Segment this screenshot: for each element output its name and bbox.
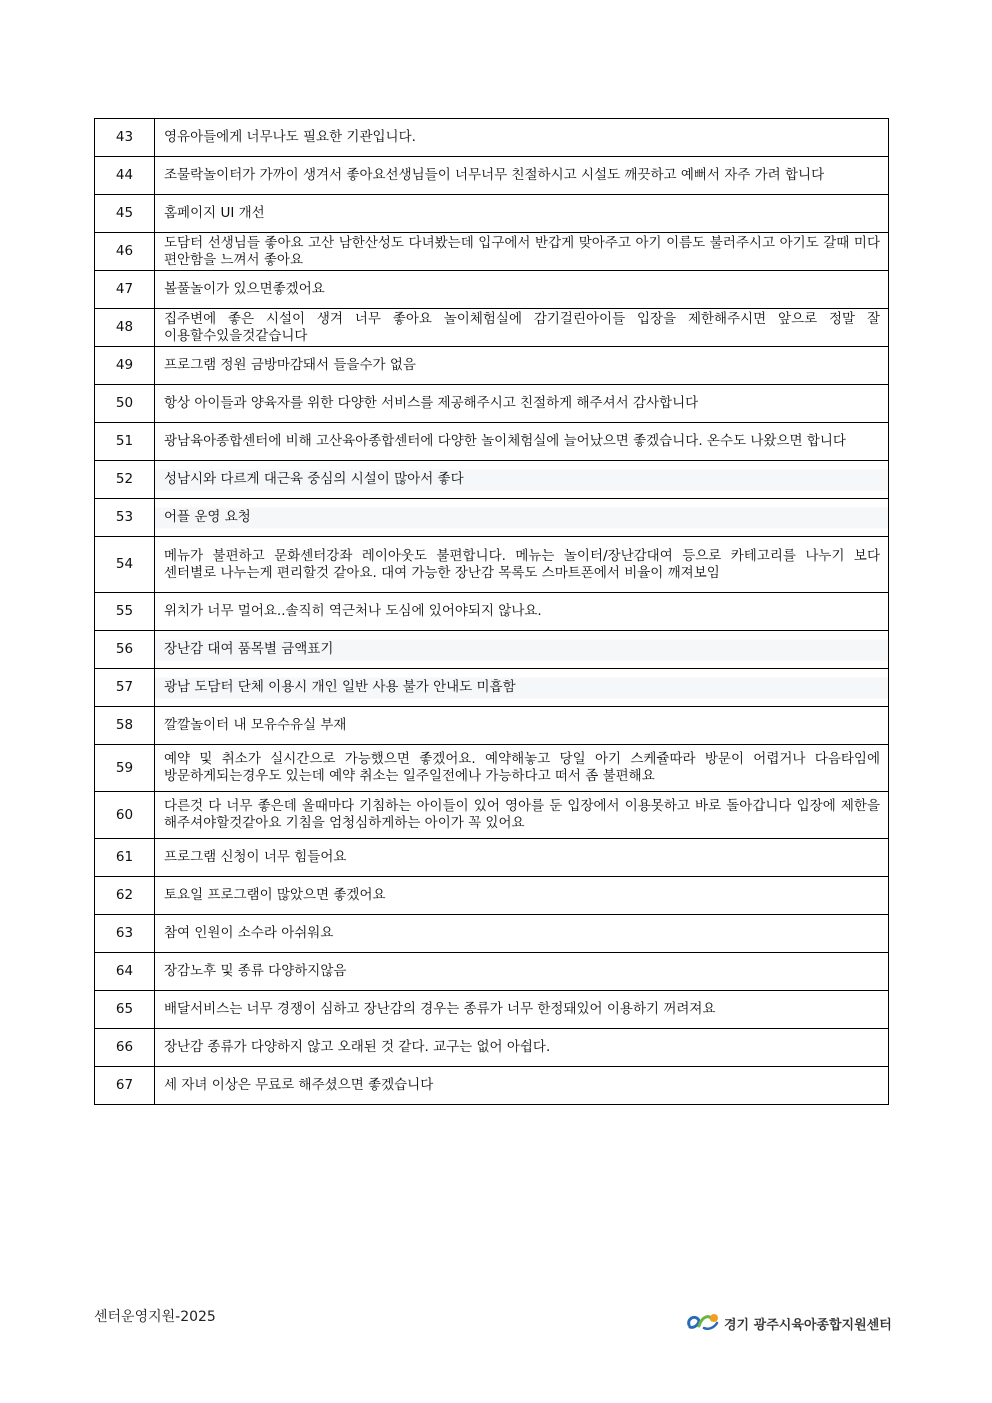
- row-number: 59: [95, 745, 155, 792]
- table-row: [95, 537, 889, 593]
- table-row: [95, 195, 889, 233]
- row-comment: 도담터 선생님들 좋아요 고산 남한산성도 다녀봤는데 입구에서 반갑게 맞아주고 아기 이름도 불러주시고 아기도 갈때 미다 편안함을 느껴서 좋아요: [155, 233, 889, 271]
- table-row: [95, 669, 889, 707]
- table-row: [95, 1067, 889, 1105]
- row-number: 63: [95, 915, 155, 953]
- table-row: [95, 915, 889, 953]
- row-number: 47: [95, 271, 155, 309]
- row-comment: 장감노후 및 종류 다양하지않음: [155, 953, 889, 991]
- row-number: 55: [95, 593, 155, 631]
- table-row: [95, 839, 889, 877]
- row-comment: 광남 도담터 단체 이용시 개인 일반 사용 불가 안내도 미흡함: [155, 669, 889, 707]
- row-comment: 깔깔놀이터 내 모유수유실 부재: [155, 707, 889, 745]
- row-comment: 다른것 다 너무 좋은데 올때마다 기침하는 아이들이 있어 영아를 둔 입장에서 이용못하고 바로 돌아갑니다 입장에 제한을 해주셔야할것같아요 기침을 엄청심하게하는 아이가 꼭 있어요: [155, 792, 889, 839]
- table-row: [95, 1029, 889, 1067]
- row-number: 62: [95, 877, 155, 915]
- center-logo-icon: [686, 1310, 724, 1336]
- table-row: [95, 119, 889, 157]
- row-number: 48: [95, 309, 155, 347]
- table-row: [95, 499, 889, 537]
- row-number: 54: [95, 537, 155, 593]
- row-comment: 참여 인원이 소수라 아쉬워요: [155, 915, 889, 953]
- row-comment: 토요일 프로그램이 많았으면 좋겠어요: [155, 877, 889, 915]
- row-comment: 홈페이지 UI 개선: [155, 195, 889, 233]
- feedback-table: [94, 118, 889, 1105]
- table-row: [95, 631, 889, 669]
- table-row: [95, 385, 889, 423]
- row-comment: 영유아들에게 너무나도 필요한 기관입니다.: [155, 119, 889, 157]
- row-comment: 볼풀놀이가 있으면좋겠어요: [155, 271, 889, 309]
- row-number: 65: [95, 991, 155, 1029]
- row-number: 66: [95, 1029, 155, 1067]
- row-comment: 조물락놀이터가 가까이 생겨서 좋아요선생님들이 너무너무 친절하시고 시설도 깨끗하고 예뻐서 자주 가려 합니다: [155, 157, 889, 195]
- row-number: 58: [95, 707, 155, 745]
- table-row: [95, 233, 889, 271]
- row-number: 60: [95, 792, 155, 839]
- footer-org-name: 경기 광주시육아종합지원센터: [724, 1317, 892, 1333]
- row-comment: 메뉴가 불편하고 문화센터강좌 레이아웃도 불편합니다. 메뉴는 놀이터/장난감대여 등으로 카테고리를 나누기 보다 센터별로 나누는게 편리할것 같아요. 대여 가능한 장난감 목록도 스마트폰에서 비율이 깨져보임: [155, 537, 889, 593]
- row-number: 61: [95, 839, 155, 877]
- row-comment: 광남육아종합센터에 비해 고산육아종합센터에 다양한 놀이체험실에 늘어났으면 좋겠습니다. 온수도 나왔으면 합니다: [155, 423, 889, 461]
- table-row: [95, 423, 889, 461]
- table-row: [95, 745, 889, 792]
- row-number: 56: [95, 631, 155, 669]
- row-comment: 장난감 대여 품목별 금액표기: [155, 631, 889, 669]
- row-comment: 프로그램 정원 금방마감돼서 들을수가 없음: [155, 347, 889, 385]
- table-row: [95, 707, 889, 745]
- row-number: 64: [95, 953, 155, 991]
- table-row: [95, 347, 889, 385]
- row-number: 51: [95, 423, 155, 461]
- table-row: [95, 309, 889, 347]
- row-comment: 프로그램 신청이 너무 힘들어요: [155, 839, 889, 877]
- table-row: [95, 792, 889, 839]
- row-comment: 어플 운영 요청: [155, 499, 889, 537]
- row-number: 44: [95, 157, 155, 195]
- row-comment: 세 자녀 이상은 무료로 해주셨으면 좋겠습니다: [155, 1067, 889, 1105]
- table-row: [95, 953, 889, 991]
- row-number: 50: [95, 385, 155, 423]
- row-number: 52: [95, 461, 155, 499]
- table-row: [95, 271, 889, 309]
- row-number: 45: [95, 195, 155, 233]
- table-row: [95, 593, 889, 631]
- row-comment: 예약 및 취소가 실시간으로 가능했으면 좋겠어요. 예약해놓고 당일 아기 스케쥴따라 방문이 어렵거나 다음타임에 방문하게되는경우도 있는데 예약 취소는 일주일전에나 가능하다고 떠서 좀 불편해요: [155, 745, 889, 792]
- row-number: 46: [95, 233, 155, 271]
- row-comment: 집주변에 좋은 시설이 생겨 너무 좋아요 놀이체험실에 감기걸린아이들 입장을 제한해주시면 앞으로 정말 잘 이용할수있을것같습니다: [155, 309, 889, 347]
- row-comment: 장난감 종류가 다양하지 않고 오래된 것 같다. 교구는 없어 아쉽다.: [155, 1029, 889, 1067]
- row-number: 57: [95, 669, 155, 707]
- row-number: 49: [95, 347, 155, 385]
- row-comment: 배달서비스는 너무 경쟁이 심하고 장난감의 경우는 종류가 너무 한정돼있어 이용하기 꺼려져요: [155, 991, 889, 1029]
- table-row: [95, 461, 889, 499]
- row-number: 53: [95, 499, 155, 537]
- footer-document-code: 센터운영지원-2025: [94, 1309, 216, 1325]
- footer-org: [686, 1310, 892, 1336]
- table-row: [95, 157, 889, 195]
- table-row: [95, 877, 889, 915]
- row-number: 43: [95, 119, 155, 157]
- table-body: [95, 119, 889, 1105]
- row-comment: 위치가 너무 멀어요..솔직히 역근처나 도심에 있어야되지 않나요.: [155, 593, 889, 631]
- table-row: [95, 991, 889, 1029]
- row-number: 67: [95, 1067, 155, 1105]
- row-comment: 항상 아이들과 양육자를 위한 다양한 서비스를 제공해주시고 친절하게 해주셔서 감사합니다: [155, 385, 889, 423]
- row-comment: 성남시와 다르게 대근육 중심의 시설이 많아서 좋다: [155, 461, 889, 499]
